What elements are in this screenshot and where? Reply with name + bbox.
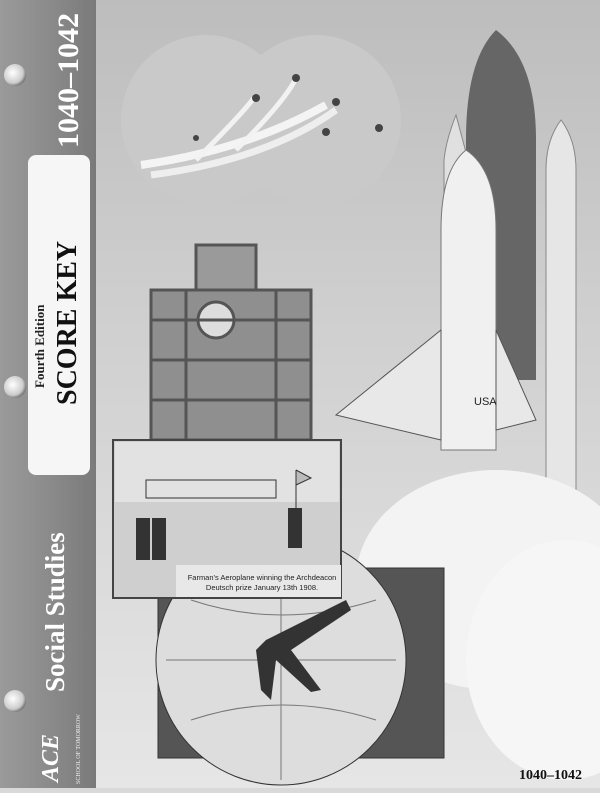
bottom-course-code: 1040–1042 xyxy=(519,768,582,783)
binding-hole xyxy=(4,690,26,712)
binding-hole xyxy=(4,64,26,86)
course-code: 1040–1042 xyxy=(52,13,85,148)
launch-tower xyxy=(151,245,311,440)
publisher-tagline: SCHOOL OF TOMORROW xyxy=(76,714,82,784)
caption-line: Farman's Aeroplane winning the Archdeacon xyxy=(187,573,337,582)
photo-caption xyxy=(182,573,342,593)
usa-marking: USA xyxy=(474,396,497,408)
cover-artwork xyxy=(96,0,600,788)
caption-line: Deutsch prize January 13th 1908. xyxy=(205,583,319,592)
title-text: SCORE KEY xyxy=(52,240,83,405)
binding-hole xyxy=(4,376,26,398)
jets-photo xyxy=(121,35,401,205)
subject-text: Social Studies xyxy=(40,532,70,692)
publisher-logo: ACE xyxy=(38,733,64,782)
edition-text: Fourth Edition xyxy=(32,304,47,388)
